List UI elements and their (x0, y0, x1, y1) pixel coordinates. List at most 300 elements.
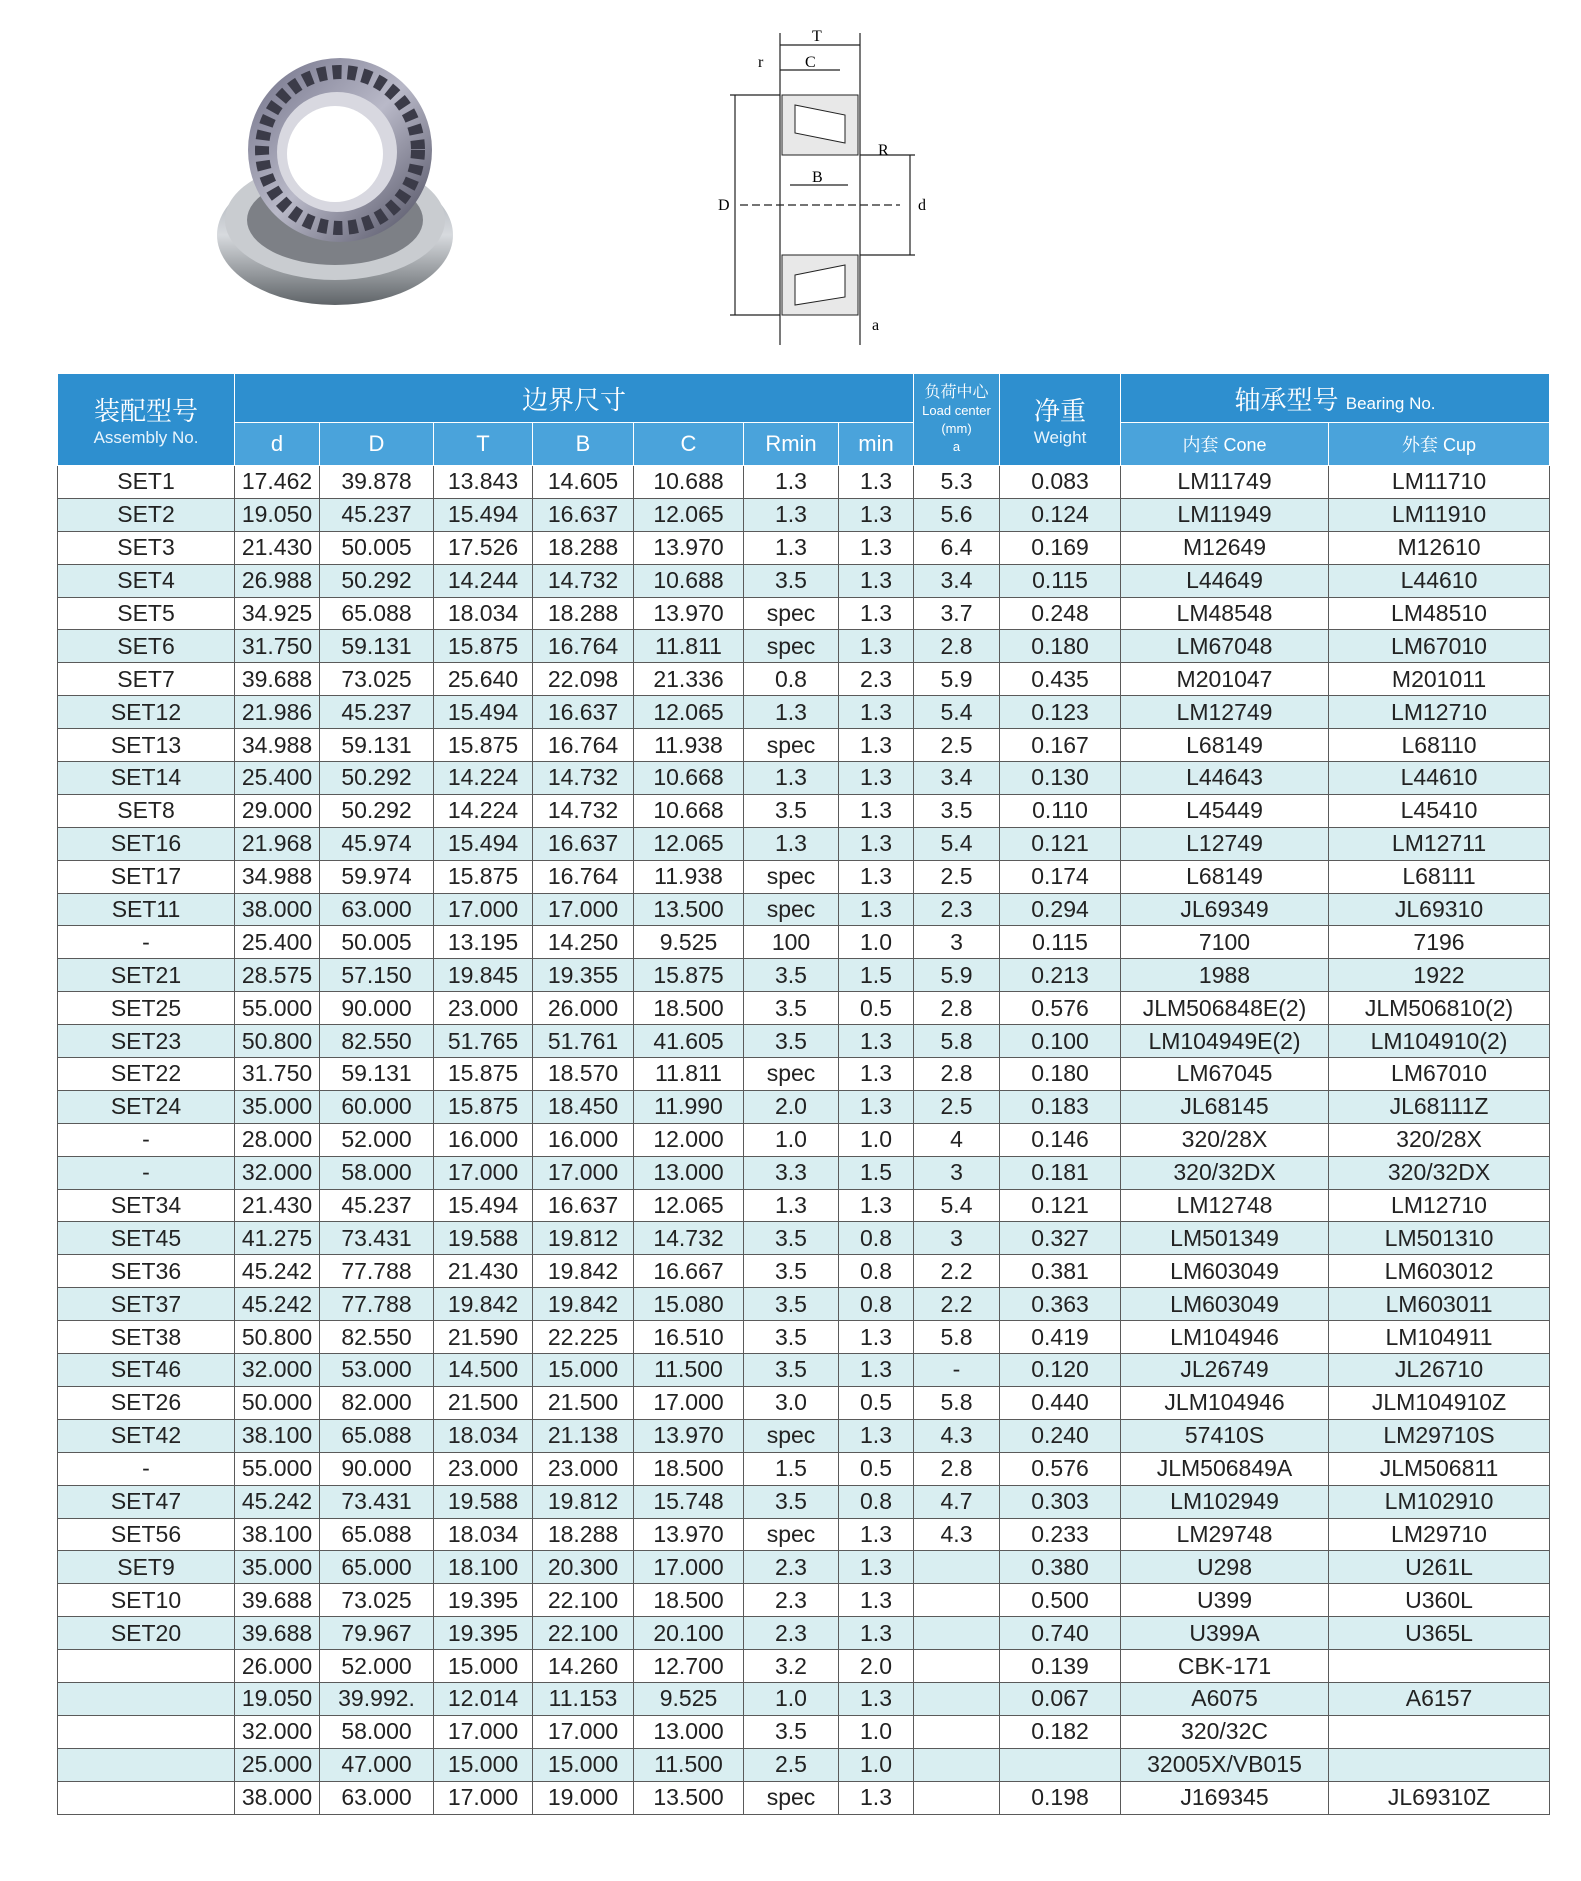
cell-b: 16.637 (533, 498, 634, 531)
cell-cone: JLM506848E(2) (1121, 992, 1329, 1025)
cell-min: 1.3 (839, 466, 914, 499)
cell-t: 16.000 (434, 1123, 533, 1156)
cell-cone: LM102949 (1121, 1485, 1329, 1518)
cell-cone: U298 (1121, 1551, 1329, 1584)
cell-t: 13.843 (434, 466, 533, 499)
cell-t: 17.526 (434, 531, 533, 564)
cell-weight: 0.240 (1000, 1419, 1121, 1452)
cell-weight: 0.124 (1000, 498, 1121, 531)
cell-min: 1.3 (839, 498, 914, 531)
cell-min: 1.0 (839, 1715, 914, 1748)
table-row (58, 1025, 1550, 1058)
cell-d: 38.000 (235, 893, 320, 926)
table-row (58, 1123, 1550, 1156)
cell-big-d: 57.150 (320, 959, 434, 992)
cell-t: 18.034 (434, 1419, 533, 1452)
cell-d: 26.000 (235, 1650, 320, 1683)
cell-big-d: 50.292 (320, 762, 434, 795)
cell-rmin: spec (744, 1781, 839, 1814)
cell-t: 15.875 (434, 1090, 533, 1123)
cell-b: 11.153 (533, 1682, 634, 1715)
cell-load-center (914, 1617, 1000, 1650)
cell-t: 21.430 (434, 1255, 533, 1288)
cell-rmin: spec (744, 1518, 839, 1551)
cell-b: 18.288 (533, 597, 634, 630)
boundary-dims-header: 边界尺寸 (235, 374, 914, 423)
cell-rmin: spec (744, 1419, 839, 1452)
cell-d: 34.988 (235, 860, 320, 893)
cell-b: 51.761 (533, 1025, 634, 1058)
cell-big-d: 45.237 (320, 696, 434, 729)
cell-d: 21.430 (235, 531, 320, 564)
table-row (58, 729, 1550, 762)
cell-load-center: 2.8 (914, 630, 1000, 663)
table-row (58, 827, 1550, 860)
cell-big-d: 65.000 (320, 1551, 434, 1584)
table-row (58, 1058, 1550, 1091)
cell-t: 23.000 (434, 1452, 533, 1485)
cell-d: 39.688 (235, 663, 320, 696)
cell-cone: L44643 (1121, 762, 1329, 795)
cell-c: 12.065 (634, 696, 744, 729)
table-row (58, 498, 1550, 531)
cell-cone: L12749 (1121, 827, 1329, 860)
cell-big-d: 50.292 (320, 794, 434, 827)
cell-b: 16.764 (533, 860, 634, 893)
cell-assembly-no: SET13 (58, 729, 235, 762)
cell-cone: 320/32DX (1121, 1156, 1329, 1189)
cell-rmin: 2.3 (744, 1551, 839, 1584)
cell-cone: LM29748 (1121, 1518, 1329, 1551)
cell-weight: 0.294 (1000, 893, 1121, 926)
cell-min: 1.3 (839, 630, 914, 663)
cell-big-d: 39.878 (320, 466, 434, 499)
cell-c: 13.970 (634, 1419, 744, 1452)
cell-weight: 0.363 (1000, 1288, 1121, 1321)
table-row (58, 1551, 1550, 1584)
table-row (58, 1354, 1550, 1387)
cell-t: 25.640 (434, 663, 533, 696)
cell-b: 22.100 (533, 1617, 634, 1650)
cell-cup: JLM104910Z (1329, 1386, 1550, 1419)
cell-b: 16.637 (533, 696, 634, 729)
load-center-symbol: a (952, 438, 961, 454)
cell-b: 14.250 (533, 926, 634, 959)
cell-b: 16.000 (533, 1123, 634, 1156)
cell-d: 25.000 (235, 1748, 320, 1781)
cell-big-d: 53.000 (320, 1354, 434, 1387)
cell-rmin: spec (744, 1058, 839, 1091)
cell-c: 10.668 (634, 794, 744, 827)
cell-cone: 32005X/VB015 (1121, 1748, 1329, 1781)
cell-cup: L68111 (1329, 860, 1550, 893)
cell-rmin: 1.0 (744, 1682, 839, 1715)
weight-header-cn: 净重 (1034, 396, 1087, 426)
cell-big-d: 52.000 (320, 1650, 434, 1683)
cell-d: 32.000 (235, 1715, 320, 1748)
cell-assembly-no: SET20 (58, 1617, 235, 1650)
cell-cup: 320/28X (1329, 1123, 1550, 1156)
cell-big-d: 82.550 (320, 1025, 434, 1058)
cell-d: 50.800 (235, 1025, 320, 1058)
cell-d: 28.000 (235, 1123, 320, 1156)
cell-big-d: 65.088 (320, 1518, 434, 1551)
cell-c: 12.000 (634, 1123, 744, 1156)
cell-load-center: 5.8 (914, 1386, 1000, 1419)
table-row (58, 1781, 1550, 1814)
cell-b: 22.225 (533, 1321, 634, 1354)
cell-b: 15.000 (533, 1748, 634, 1781)
cell-min: 1.3 (839, 729, 914, 762)
cell-c: 11.811 (634, 630, 744, 663)
cell-cup: U360L (1329, 1584, 1550, 1617)
bearing-section-diagram (700, 25, 950, 355)
cell-cone: 1988 (1121, 959, 1329, 992)
cell-cup: LM12710 (1329, 1189, 1550, 1222)
cell-cone: 320/28X (1121, 1123, 1329, 1156)
cell-b: 19.842 (533, 1288, 634, 1321)
table-row (58, 1682, 1550, 1715)
cell-t: 17.000 (434, 1156, 533, 1189)
cell-rmin: 1.3 (744, 498, 839, 531)
cell-assembly-no: SET22 (58, 1058, 235, 1091)
cell-min: 1.3 (839, 893, 914, 926)
cell-min: 1.3 (839, 1518, 914, 1551)
cell-c: 16.510 (634, 1321, 744, 1354)
cell-assembly-no: SET26 (58, 1386, 235, 1419)
cell-cup: 320/32DX (1329, 1156, 1550, 1189)
cell-big-d: 59.131 (320, 630, 434, 663)
cell-cone: 7100 (1121, 926, 1329, 959)
col-cone (1121, 423, 1329, 466)
cell-b: 17.000 (533, 1156, 634, 1189)
cell-d: 32.000 (235, 1156, 320, 1189)
cell-min: 0.8 (839, 1255, 914, 1288)
cell-assembly-no: SET46 (58, 1354, 235, 1387)
cell-c: 9.525 (634, 1682, 744, 1715)
cell-b: 19.842 (533, 1255, 634, 1288)
cell-d: 29.000 (235, 794, 320, 827)
cell-c: 15.875 (634, 959, 744, 992)
cell-assembly-no: SET23 (58, 1025, 235, 1058)
cell-cone: LM11749 (1121, 466, 1329, 499)
cell-c: 11.500 (634, 1354, 744, 1387)
cell-cup: LM11710 (1329, 466, 1550, 499)
cell-min: 0.8 (839, 1222, 914, 1255)
cell-t: 15.494 (434, 696, 533, 729)
cell-assembly-no: SET38 (58, 1321, 235, 1354)
cell-big-d: 59.131 (320, 729, 434, 762)
load-center-en: Load center (922, 402, 991, 418)
cell-weight: 0.183 (1000, 1090, 1121, 1123)
assembly-header-en: Assembly No. (93, 428, 199, 447)
cell-c: 20.100 (634, 1617, 744, 1650)
load-center-header (914, 374, 1000, 466)
table-row (58, 1518, 1550, 1551)
cell-c: 21.336 (634, 663, 744, 696)
cell-big-d: 82.550 (320, 1321, 434, 1354)
cell-load-center: 5.4 (914, 827, 1000, 860)
cell-rmin: 2.3 (744, 1584, 839, 1617)
cell-load-center: 3.7 (914, 597, 1000, 630)
cell-d: 21.986 (235, 696, 320, 729)
table-row (58, 663, 1550, 696)
cell-assembly-no: SET8 (58, 794, 235, 827)
cell-c: 13.970 (634, 1518, 744, 1551)
cell-min: 0.5 (839, 1386, 914, 1419)
table-row (58, 1452, 1550, 1485)
cell-c: 17.000 (634, 1386, 744, 1419)
cell-c: 11.938 (634, 860, 744, 893)
cell-assembly-no: SET16 (58, 827, 235, 860)
label-t: T (812, 28, 822, 45)
cell-big-d: 59.974 (320, 860, 434, 893)
bearing-spec-table (57, 373, 1550, 1815)
cell-b: 22.100 (533, 1584, 634, 1617)
table-row (58, 1222, 1550, 1255)
cell-cup: LM104910(2) (1329, 1025, 1550, 1058)
cell-assembly-no: SET36 (58, 1255, 235, 1288)
cell-assembly-no: SET25 (58, 992, 235, 1025)
cell-cup: M12610 (1329, 531, 1550, 564)
cell-c: 14.732 (634, 1222, 744, 1255)
cell-b: 16.637 (533, 1189, 634, 1222)
cell-cone: U399 (1121, 1584, 1329, 1617)
cell-cup: A6157 (1329, 1682, 1550, 1715)
cell-d: 39.688 (235, 1584, 320, 1617)
table-row (58, 1156, 1550, 1189)
cell-min: 1.3 (839, 1617, 914, 1650)
cell-assembly-no (58, 1748, 235, 1781)
cell-load-center: - (914, 1354, 1000, 1387)
cell-d: 50.000 (235, 1386, 320, 1419)
cell-cup: 1922 (1329, 959, 1550, 992)
cell-b: 14.260 (533, 1650, 634, 1683)
cell-c: 18.500 (634, 992, 744, 1025)
cone-cn: 内套 (1182, 435, 1219, 455)
cell-big-d: 60.000 (320, 1090, 434, 1123)
label-big-d: D (718, 197, 730, 214)
cell-min: 1.3 (839, 564, 914, 597)
cell-weight: 0.121 (1000, 827, 1121, 860)
cell-assembly-no: SET9 (58, 1551, 235, 1584)
cell-t: 15.000 (434, 1650, 533, 1683)
table-row (58, 1386, 1550, 1419)
cell-weight: 0.180 (1000, 630, 1121, 663)
cell-cone: L68149 (1121, 729, 1329, 762)
bearing-no-header (1121, 374, 1550, 423)
cell-big-d: 65.088 (320, 1419, 434, 1452)
cell-big-d: 90.000 (320, 992, 434, 1025)
cell-t: 15.875 (434, 1058, 533, 1091)
cell-weight: 0.327 (1000, 1222, 1121, 1255)
cell-rmin: 3.5 (744, 1288, 839, 1321)
load-center-unit: (mm) (941, 420, 972, 436)
cell-b: 23.000 (533, 1452, 634, 1485)
cell-load-center: 5.3 (914, 466, 1000, 499)
cell-weight: 0.233 (1000, 1518, 1121, 1551)
cell-b: 17.000 (533, 893, 634, 926)
cell-c: 13.500 (634, 893, 744, 926)
cell-weight: 0.740 (1000, 1617, 1121, 1650)
cell-load-center: 3 (914, 1156, 1000, 1189)
cell-assembly-no: SET37 (58, 1288, 235, 1321)
cell-load-center: 2.3 (914, 893, 1000, 926)
cell-t: 19.588 (434, 1222, 533, 1255)
cell-b: 19.355 (533, 959, 634, 992)
cell-min: 1.3 (839, 1419, 914, 1452)
cell-big-d: 73.025 (320, 1584, 434, 1617)
cell-weight: 0.198 (1000, 1781, 1121, 1814)
cell-weight: 0.130 (1000, 762, 1121, 795)
cell-rmin: spec (744, 860, 839, 893)
cell-d: 28.575 (235, 959, 320, 992)
cell-assembly-no: SET6 (58, 630, 235, 663)
cell-c: 10.688 (634, 466, 744, 499)
cell-cup: U261L (1329, 1551, 1550, 1584)
label-small-d: d (918, 197, 926, 214)
cell-cone: U399A (1121, 1617, 1329, 1650)
cell-c: 12.065 (634, 827, 744, 860)
cell-min: 1.3 (839, 1025, 914, 1058)
cell-big-d: 73.431 (320, 1485, 434, 1518)
label-c: C (805, 54, 816, 71)
cell-load-center (914, 1781, 1000, 1814)
cell-rmin: 3.5 (744, 1321, 839, 1354)
cell-weight: 0.435 (1000, 663, 1121, 696)
cell-assembly-no: - (58, 1123, 235, 1156)
cell-cup: LM12711 (1329, 827, 1550, 860)
cell-cup: U365L (1329, 1617, 1550, 1650)
cell-assembly-no: SET7 (58, 663, 235, 696)
cell-min: 1.3 (839, 1682, 914, 1715)
cell-c: 13.500 (634, 1781, 744, 1814)
cell-c: 15.080 (634, 1288, 744, 1321)
cell-d: 41.275 (235, 1222, 320, 1255)
cell-cone: J169345 (1121, 1781, 1329, 1814)
bearing-photo (215, 40, 465, 310)
cell-cup (1329, 1650, 1550, 1683)
cell-t: 15.494 (434, 498, 533, 531)
header-row-sub (58, 423, 1550, 466)
cell-d: 38.100 (235, 1518, 320, 1551)
table-row (58, 1189, 1550, 1222)
cell-cup: LM104911 (1329, 1321, 1550, 1354)
cell-c: 16.667 (634, 1255, 744, 1288)
cell-weight: 0.182 (1000, 1715, 1121, 1748)
cell-load-center: 4.7 (914, 1485, 1000, 1518)
cell-t: 17.000 (434, 1781, 533, 1814)
cell-cup: LM48510 (1329, 597, 1550, 630)
cell-t: 18.034 (434, 597, 533, 630)
cell-assembly-no: SET5 (58, 597, 235, 630)
table-row (58, 893, 1550, 926)
cell-t: 19.395 (434, 1617, 533, 1650)
cell-cup: LM11910 (1329, 498, 1550, 531)
table-row (58, 959, 1550, 992)
cell-load-center (914, 1682, 1000, 1715)
cell-big-d: 45.974 (320, 827, 434, 860)
col-cup (1329, 423, 1550, 466)
cell-b: 15.000 (533, 1354, 634, 1387)
cell-c: 17.000 (634, 1551, 744, 1584)
cell-c: 18.500 (634, 1584, 744, 1617)
cell-assembly-no: SET21 (58, 959, 235, 992)
cell-cup: JLM506811 (1329, 1452, 1550, 1485)
assembly-header-cn: 装配型号 (93, 396, 198, 426)
cell-cone: JL69349 (1121, 893, 1329, 926)
cell-big-d: 63.000 (320, 893, 434, 926)
cell-weight: 0.146 (1000, 1123, 1121, 1156)
cell-weight: 0.115 (1000, 564, 1121, 597)
cell-cup: JLM506810(2) (1329, 992, 1550, 1025)
cell-d: 35.000 (235, 1551, 320, 1584)
col-min: min (839, 423, 914, 466)
cell-weight: 0.110 (1000, 794, 1121, 827)
cell-big-d: 58.000 (320, 1715, 434, 1748)
cell-rmin: 3.5 (744, 1222, 839, 1255)
cell-t: 51.765 (434, 1025, 533, 1058)
cell-cone: A6075 (1121, 1682, 1329, 1715)
cell-cup: LM501310 (1329, 1222, 1550, 1255)
cell-cup: JL26710 (1329, 1354, 1550, 1387)
cell-cone: 57410S (1121, 1419, 1329, 1452)
cell-big-d: 45.237 (320, 1189, 434, 1222)
cell-cone: L44649 (1121, 564, 1329, 597)
cell-c: 18.500 (634, 1452, 744, 1485)
table-row (58, 597, 1550, 630)
cell-t: 18.100 (434, 1551, 533, 1584)
cell-load-center: 4.3 (914, 1419, 1000, 1452)
cell-big-d: 50.005 (320, 926, 434, 959)
cell-t: 15.875 (434, 729, 533, 762)
cell-c: 11.500 (634, 1748, 744, 1781)
cell-weight: 0.100 (1000, 1025, 1121, 1058)
cell-rmin: 3.5 (744, 1354, 839, 1387)
cell-d: 25.400 (235, 762, 320, 795)
cell-t: 15.000 (434, 1748, 533, 1781)
cell-rmin: 1.3 (744, 696, 839, 729)
cell-d: 21.968 (235, 827, 320, 860)
cell-assembly-no (58, 1650, 235, 1683)
cell-load-center: 3 (914, 1222, 1000, 1255)
cell-big-d: 39.992. (320, 1682, 434, 1715)
cell-big-d: 77.788 (320, 1288, 434, 1321)
table-body (58, 466, 1550, 1815)
cell-t: 19.395 (434, 1584, 533, 1617)
cell-d: 31.750 (235, 630, 320, 663)
cell-min: 2.0 (839, 1650, 914, 1683)
cell-rmin: 3.5 (744, 564, 839, 597)
cell-load-center: 5.8 (914, 1321, 1000, 1354)
cell-rmin: 3.5 (744, 959, 839, 992)
cell-t: 13.195 (434, 926, 533, 959)
cell-b: 19.812 (533, 1222, 634, 1255)
cell-min: 1.3 (839, 597, 914, 630)
cell-load-center (914, 1748, 1000, 1781)
cell-big-d: 50.292 (320, 564, 434, 597)
cell-load-center: 3.4 (914, 564, 1000, 597)
table-row (58, 1090, 1550, 1123)
cell-cone: M201047 (1121, 663, 1329, 696)
cell-assembly-no: SET4 (58, 564, 235, 597)
col-c: C (634, 423, 744, 466)
cell-weight: 0.303 (1000, 1485, 1121, 1518)
cell-b: 14.732 (533, 564, 634, 597)
table-row (58, 992, 1550, 1025)
cell-b: 16.637 (533, 827, 634, 860)
cell-assembly-no: SET10 (58, 1584, 235, 1617)
